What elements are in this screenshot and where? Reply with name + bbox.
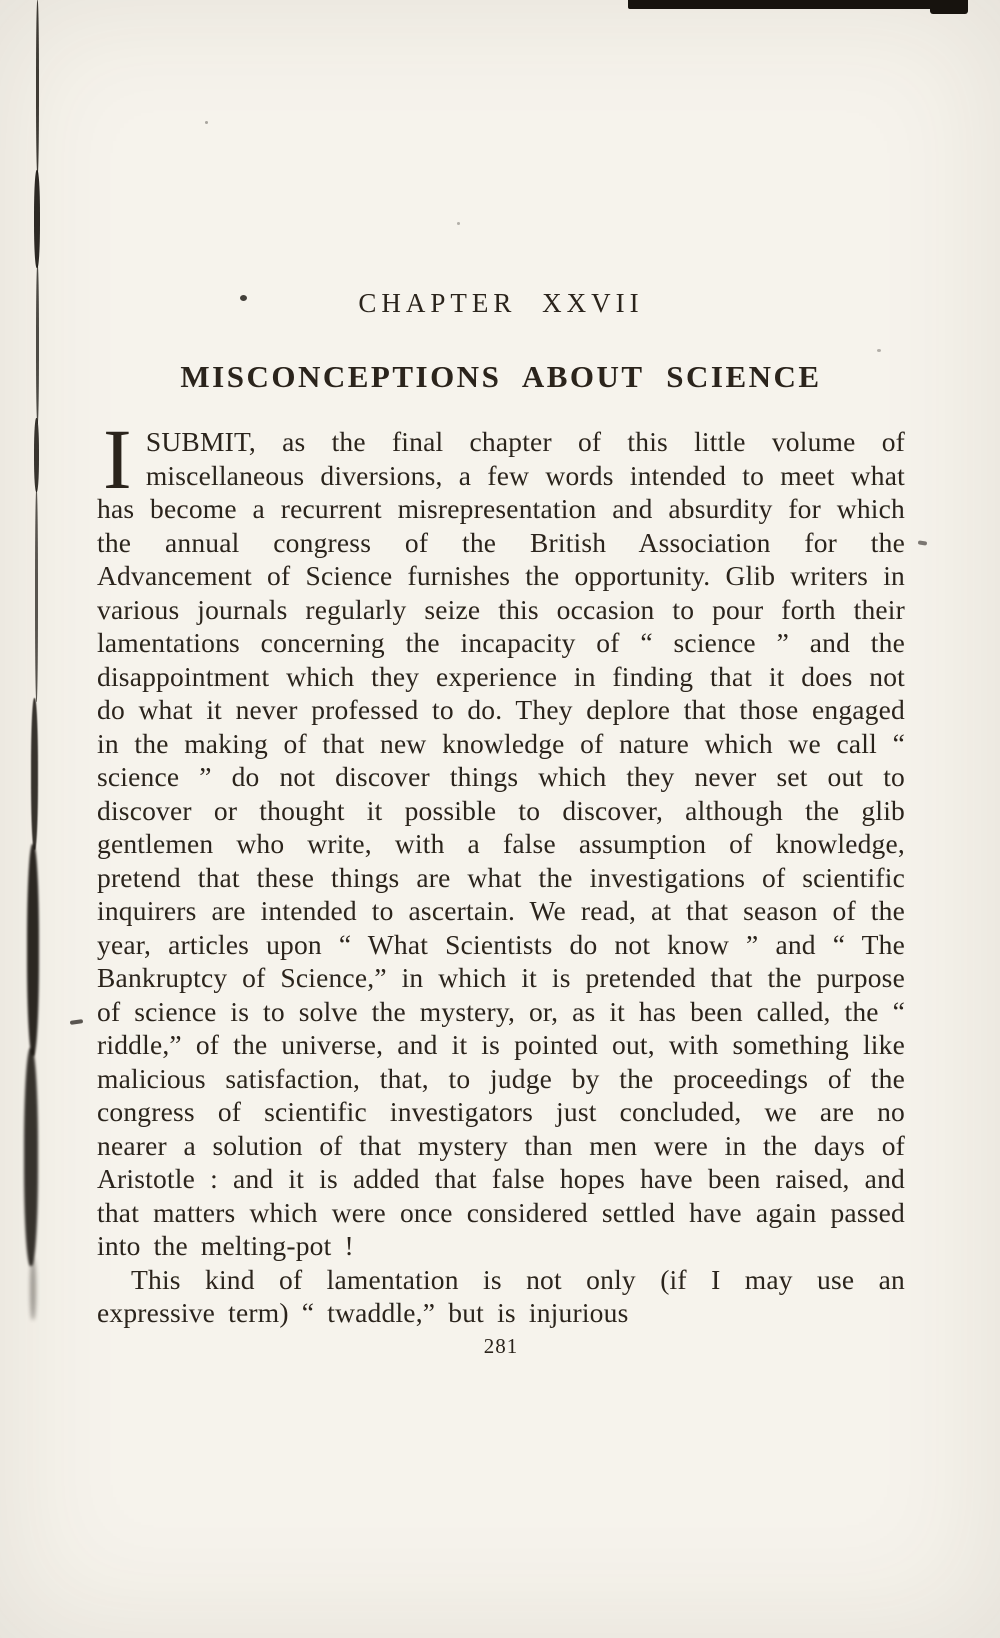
scan-artifact-top-bar-nub	[930, 0, 968, 14]
drop-cap: I	[103, 411, 132, 507]
scan-artifact-binding-smudge	[27, 844, 39, 1056]
text-block	[97, 0, 905, 1359]
page-title: MISCONCEPTIONS ABOUT SCIENCE	[180, 359, 822, 394]
scan-artifact-margin-mark	[918, 540, 927, 545]
scan-artifact-binding-line	[36, 0, 39, 175]
page-number: 281	[483, 1333, 519, 1358]
paragraph-1-text: SUBMIT, as the final chapter of this little volume of miscellaneous diversions, a few words intended to meet what has become a recurrent misrepresentation and absurdity for which the annual congress of the British Association for the Advancement of Science furnishes the opportunity. Glib writers in various journals regularly seize this occasion to pour forth their lamentations concerning the incapacity of “ science ” and the disappointment which they experience in finding that it does not do what it never professed to do. They deplore that those engaged in the making of that new knowledge of nature which we call “ science ” do not discover things which they never set out to discover or thought it possible to discover, although the glib gentlemen who write, with a false assumption of knowledge, pretend that these things are what the investigations of scientific inquirers are intended to ascertain. We read, at that season of the year, articles upon “ What Scientists do not know ” and “ The Bankruptcy of Science,” in which it is pretended that the purpose of science is to solve the mystery, or, as it has been called, the “ riddle,” of the universe, and it is pointed out, with something like malicious satisfaction, that, to judge by the proceedings of the congress of scientific investigators just concluded, we are no nearer a solution of that mystery than men were in the days of Aristotle : and it is added that false hopes have been raised, and that matters which were once considered settled have again passed into the melting-pot !	[97, 426, 905, 1261]
paragraph-1	[97, 411, 905, 1263]
scan-artifact-binding-line	[36, 264, 39, 424]
scan-artifact-binding-line	[35, 488, 38, 702]
scan-artifact-binding-smudge	[31, 698, 38, 850]
scan-artifact-binding-smudge	[24, 1048, 38, 1266]
paragraph-2: This kind of lamentation is not only (if I may use an expressive term) “ twaddle,” but is injurious	[97, 1263, 905, 1328]
scan-artifact-margin-dash	[70, 1019, 83, 1025]
scan-artifact-binding-line	[34, 170, 40, 268]
scan-artifact-binding-line	[34, 418, 39, 492]
scan-artifact-binding-smudge	[30, 1258, 36, 1320]
chapter-heading: CHAPTER XXVII	[358, 288, 644, 318]
